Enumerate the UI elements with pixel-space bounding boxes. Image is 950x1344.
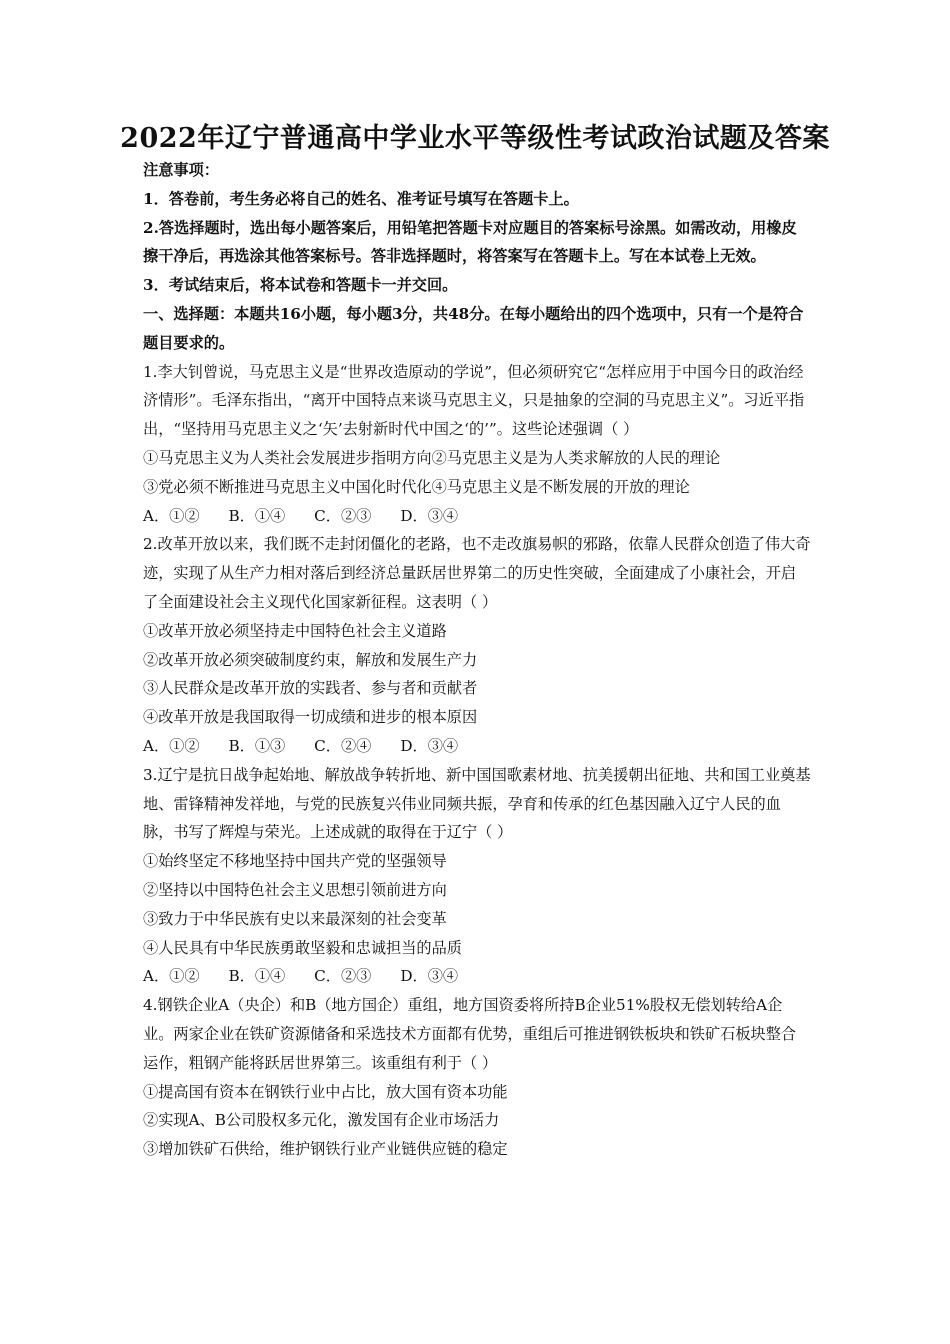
document-title: 2022年辽宁普通高中学业水平等级性考试政治试题及答案 bbox=[120, 123, 830, 154]
question-statement: ①马克思主义为人类社会发展进步指明方向②马克思主义是为人类求解放的人民的理论 bbox=[143, 448, 721, 467]
question-statement: ③党必须不断推进马克思主义中国化时代化④马克思主义是不断发展的开放的理论 bbox=[143, 477, 690, 496]
question-3 bbox=[143, 761, 811, 991]
question-statement: ③增加铁矿石供给，维护钢铁行业产业链供应链的稳定 bbox=[143, 1140, 508, 1159]
notice-item-2: 2.答选择题时，选出每小题答案后，用铅笔把答题卡对应题目的答案标号涂黑。如需改动，用橡皮擦干净后，再选涂其他答案标号。答非选择题时，将答案写在答题卡上。写在本试卷上无效。 bbox=[143, 218, 797, 266]
question-statement: ①始终坚定不移地坚持中国共产党的坚强领导 bbox=[143, 852, 447, 871]
question-statement: ②改革开放必须突破制度约束，解放和发展生产力 bbox=[143, 650, 478, 669]
question-2 bbox=[143, 530, 811, 760]
question-options: A．①② B．①③ C．②④ D．③④ bbox=[143, 736, 459, 755]
question-stem: 3.辽宁是抗日战争起始地、解放战争转折地、新中国国歌素材地、抗美援朝出征地、共和国工业奠基地、雷锋精神发祥地，与党的民族复兴伟业同频共振，孕育和传承的红色基因融入辽宁人民的血脉，书写了辉煌与荣光。上述成就的取得在于辽宁（ ） bbox=[143, 765, 811, 842]
question-options: A．①② B．①④ C．②③ D．③④ bbox=[143, 506, 459, 525]
question-statement: ②坚持以中国特色社会主义思想引领前进方向 bbox=[143, 880, 447, 899]
document-body bbox=[143, 156, 811, 1164]
question-stem: 1.李大钊曾说，马克思主义是“世界改造原动的学说”，但必须研究它“怎样应用于中国今日的政治经济情形”。毛泽东指出，“离开中国特点来谈马克思主义，只是抽象的空洞的马克思主义”。习近平指出，“坚持用马克思主义之‘矢’去射新时代中国之‘的’”。这些论述强调（ ） bbox=[143, 362, 805, 439]
question-statement: ①提高国有资本在钢铁行业中占比，放大国有资本功能 bbox=[143, 1082, 508, 1101]
question-statement: ③致力于中华民族有史以来最深刻的社会变革 bbox=[143, 909, 447, 928]
notice-item-3: 3．考试结束后，将本试卷和答题卡一并交回。 bbox=[143, 276, 458, 295]
question-statement: ②实现A、B公司股权多元化，激发国有企业市场活力 bbox=[143, 1111, 500, 1130]
section-heading: 一、选择题：本题共16小题，每小题3分，共48分。在每小题给出的四个选项中，只有一个是符合题目要求的。 bbox=[143, 304, 804, 352]
question-stem: 4.钢铁企业A（央企）和B（地方国企）重组，地方国资委将所持B企业51%股权无偿划转给A企业。两家企业在铁矿资源储备和采选技术方面都有优势，重组后可推进钢铁板块和铁矿石板块整合运作，粗钢产能将跃居世界第三。该重组有利于（ ） bbox=[143, 996, 797, 1072]
question-statement: ④人民具有中华民族勇敢坚毅和忠诚担当的品质 bbox=[143, 938, 462, 957]
notice-heading: 注意事项： bbox=[143, 161, 219, 179]
question-1 bbox=[143, 358, 811, 531]
question-statement: ①改革开放必须坚持走中国特色社会主义道路 bbox=[143, 621, 447, 640]
notice-item-1: 1．答卷前，考生务必将自己的姓名、准考证号填写在答题卡上。 bbox=[143, 189, 579, 208]
question-statement: ④改革开放是我国取得一切成绩和进步的根本原因 bbox=[143, 708, 478, 727]
question-stem: 2.改革开放以来，我们既不走封闭僵化的老路，也不走改旗易帜的邪路，依靠人民群众创造了伟大奇迹，实现了从生产力相对落后到经济总量跃居世界第二的历史性突破，全面建成了小康社会，开启了全面建设社会主义现代化国家新征程。这表明（ ） bbox=[143, 535, 811, 611]
question-options: A．①② B．①④ C．②③ D．③④ bbox=[143, 967, 459, 986]
question-4 bbox=[143, 991, 811, 1164]
question-statement: ③人民群众是改革开放的实践者、参与者和贡献者 bbox=[143, 679, 478, 698]
